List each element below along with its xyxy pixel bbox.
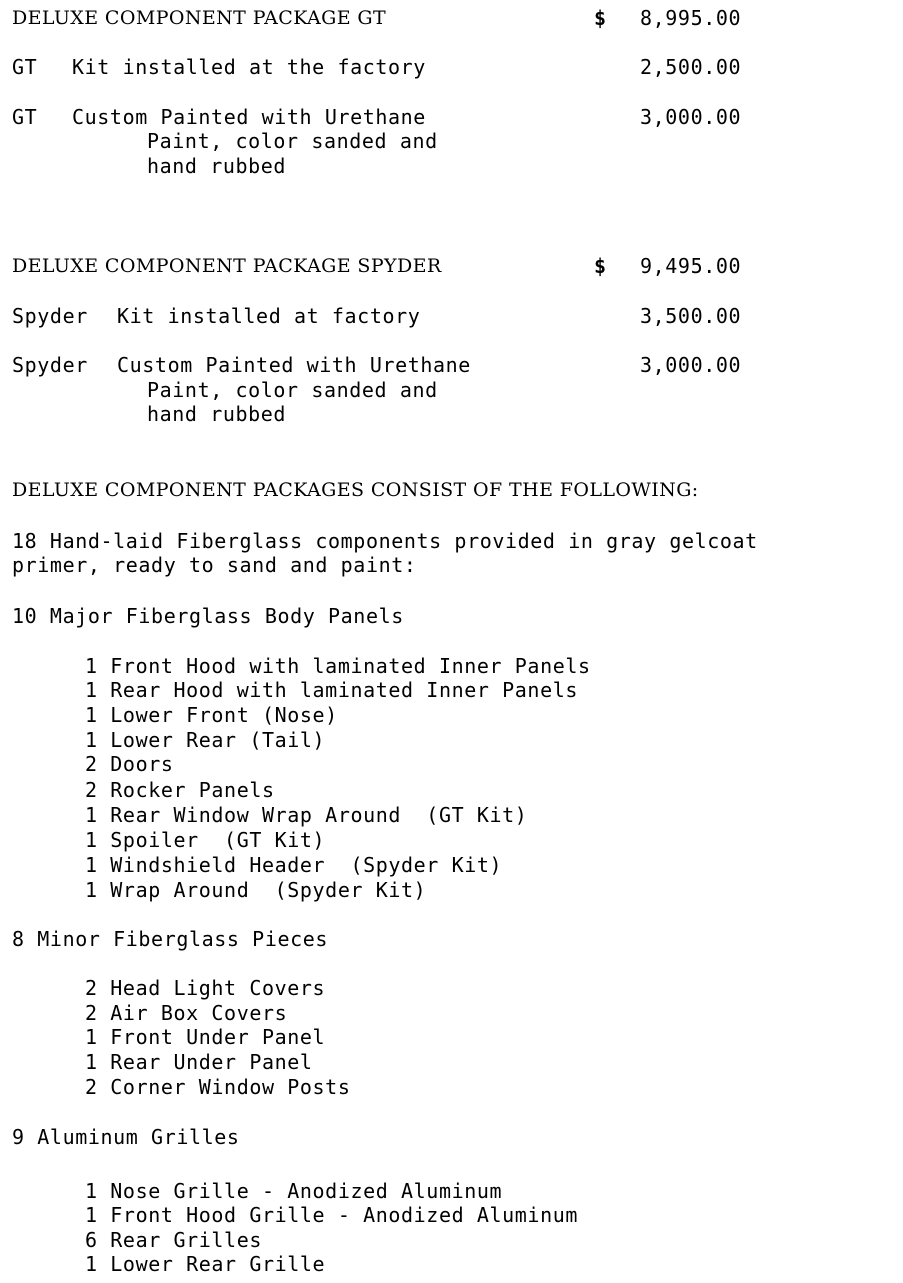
- grilles-heading: 9 Aluminum Grilles: [12, 1125, 240, 1149]
- list-item: 1 Rear Hood with laminated Inner Panels: [85, 678, 578, 702]
- list-item: 2 Rocker Panels: [85, 778, 275, 802]
- gt-package-title: DELUXE COMPONENT PACKAGE GT: [12, 7, 387, 29]
- list-item: 1 Lower Front (Nose): [85, 703, 338, 727]
- spyder-package-price: 9,495.00: [640, 254, 742, 278]
- consists-intro-line-2: primer, ready to sand and paint:: [12, 553, 417, 577]
- major-panels-heading: 10 Major Fiberglass Body Panels: [12, 604, 404, 628]
- spyder-option-1-prefix: Spyder: [12, 304, 88, 328]
- spyder-option-1-price: 3,500.00: [640, 304, 742, 328]
- list-item: 1 Wrap Around (Spyder Kit): [85, 878, 427, 902]
- gt-option-1-prefix: GT: [12, 55, 38, 79]
- gt-option-1-price: 2,500.00: [640, 55, 742, 79]
- spyder-option-1-text: Kit installed at factory: [117, 304, 421, 328]
- gt-option-2-price: 3,000.00: [640, 105, 742, 129]
- spyder-option-2-cont2: hand rubbed: [147, 402, 287, 426]
- list-item: 1 Front Under Panel: [85, 1025, 326, 1049]
- list-item: 1 Rear Window Wrap Around (GT Kit): [85, 803, 528, 827]
- list-item: 1 Front Hood Grille - Anodized Aluminum: [85, 1203, 578, 1227]
- minor-pieces-heading: 8 Minor Fiberglass Pieces: [12, 927, 329, 951]
- list-item: 1 Lower Rear (Tail): [85, 728, 326, 752]
- list-item: 1 Lower Rear Grille: [85, 1252, 326, 1276]
- spyder-package-currency: $: [594, 254, 607, 278]
- gt-option-2-cont1: Paint, color sanded and: [147, 129, 438, 153]
- spyder-option-2-cont1: Paint, color sanded and: [147, 378, 438, 402]
- list-item: 2 Air Box Covers: [85, 1001, 288, 1025]
- list-item: 1 Nose Grille - Anodized Aluminum: [85, 1179, 503, 1203]
- list-item: 1 Front Hood with laminated Inner Panels: [85, 654, 591, 678]
- consists-intro-line-1: 18 Hand-laid Fiberglass components provided in gray gelcoat: [12, 529, 758, 553]
- consists-heading: DELUXE COMPONENT PACKAGES CONSIST OF THE FOLLOWING:: [12, 479, 699, 501]
- gt-option-2-text: Custom Painted with Urethane: [72, 105, 426, 129]
- list-item: 1 Rear Under Panel: [85, 1050, 313, 1074]
- list-item: 2 Corner Window Posts: [85, 1075, 351, 1099]
- list-item: 2 Doors: [85, 752, 174, 776]
- gt-package-currency: $: [594, 6, 607, 30]
- spyder-option-2-text: Custom Painted with Urethane: [117, 353, 471, 377]
- gt-package-price: 8,995.00: [640, 6, 742, 30]
- list-item: 6 Rear Grilles: [85, 1228, 262, 1252]
- gt-option-2-cont2: hand rubbed: [147, 154, 287, 178]
- list-item: 1 Windshield Header (Spyder Kit): [85, 853, 503, 877]
- list-item: 1 Spoiler (GT Kit): [85, 828, 326, 852]
- gt-option-2-prefix: GT: [12, 105, 38, 129]
- list-item: 2 Head Light Covers: [85, 976, 326, 1000]
- spyder-option-2-prefix: Spyder: [12, 353, 88, 377]
- spyder-package-title: DELUXE COMPONENT PACKAGE SPYDER: [12, 255, 442, 277]
- gt-option-1-text: Kit installed at the factory: [72, 55, 426, 79]
- spyder-option-2-price: 3,000.00: [640, 353, 742, 377]
